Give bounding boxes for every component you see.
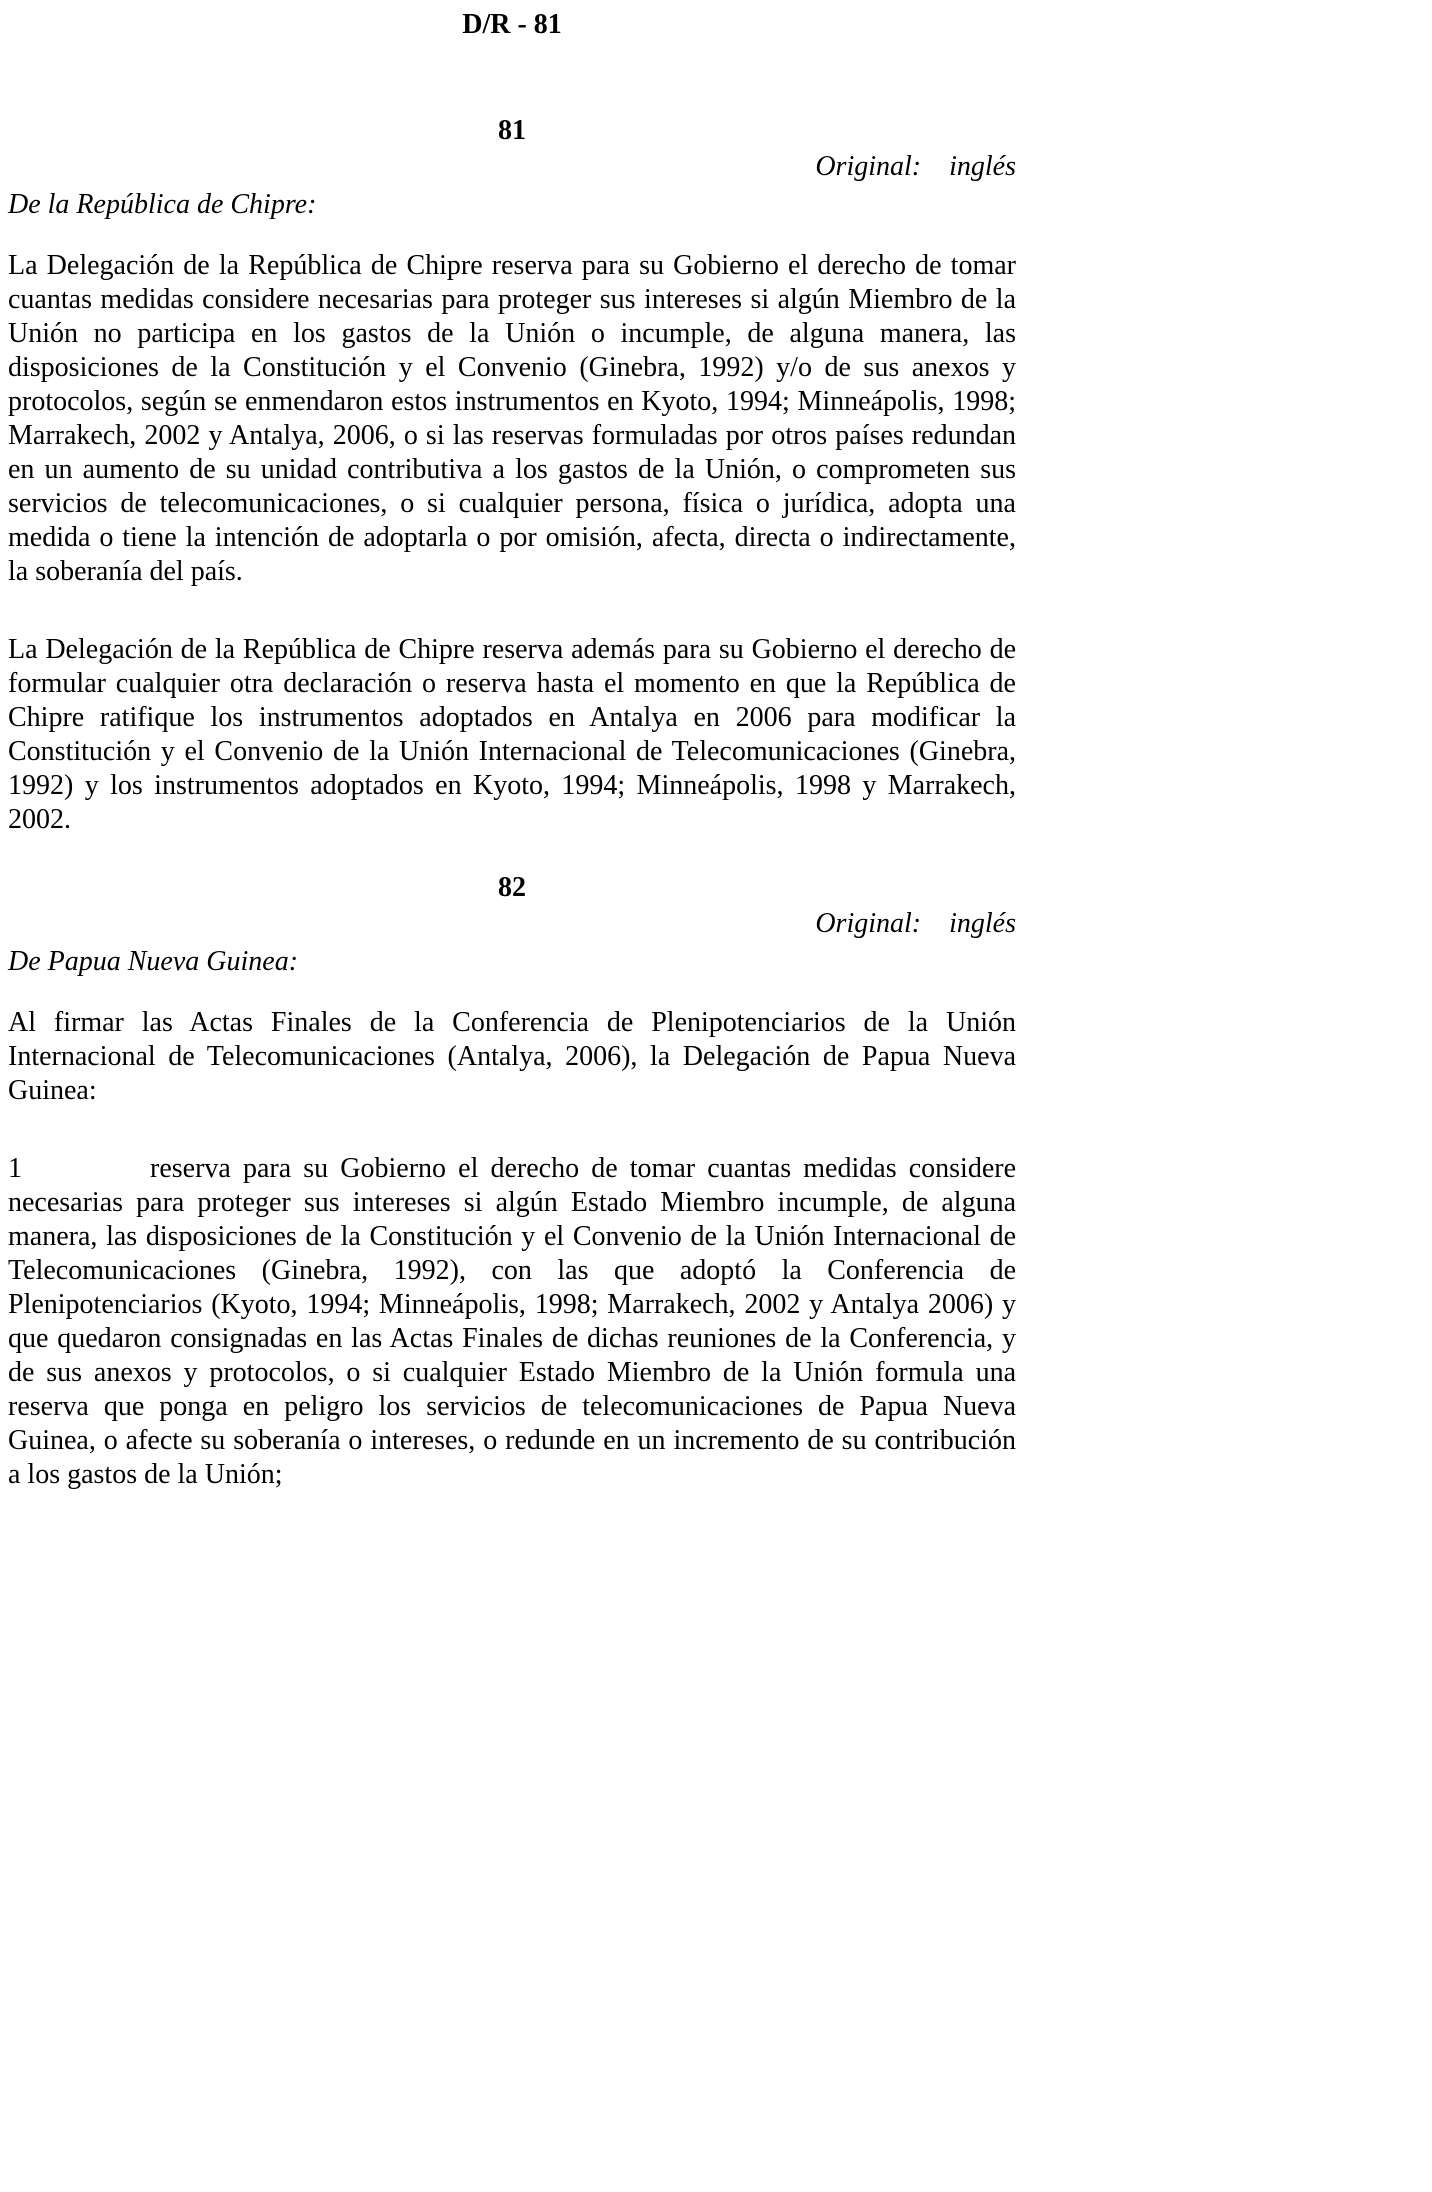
document-header: D/R - 81: [462, 9, 562, 40]
paragraph-item-text: reserva para su Gobierno el derecho de tomar cuantas medidas considere necesarias para proteger sus intereses si algún Estado Miembro incumple, de alguna manera, las disposiciones de la Constitución y el Convenio de la Unión Internacional de Telecomunicaciones (Ginebra, 1992), con las que adoptó la Conferencia de Plenipotenciarios (Kyoto, 1994; Minneápolis, 1998; Marrakech, 2002 y Antalya 2006) y que quedaron consignadas en las Actas Finales de dichas reuniones de la Conferencia, y de sus anexos y protocolos, o si cualquier Estado Miembro de la Unión formula una reserva que ponga en peligro los servicios de telecomunicaciones de Papua Nueva Guinea, o afecte su soberanía o intereses, o redunde en un incremento de su contribución a los gastos de la Unión;: [8, 1153, 1016, 1490]
section-number-81: 81: [498, 115, 526, 146]
document-content: [8, 8, 1016, 1492]
paragraph-item-number: 1: [8, 1153, 22, 1184]
numbered-paragraph-png-1: [8, 1152, 1016, 1492]
paragraph-cyprus-2: La Delegación de la República de Chipre reserva además para su Gobierno el derecho de formular cualquier otra declaración o reserva hasta el momento en que la República de Chipre ratifique los instrumentos adoptados en Antalya en 2006 para modificar la Constitución y el Convenio de la Unión Internacional de Telecomunicaciones (Ginebra, 1992) y los instrumentos adoptados en Kyoto, 1994; Minneápolis, 1998 y Marrakech, 2002.: [8, 634, 1016, 835]
paragraph-cyprus-1: La Delegación de la República de Chipre reserva para su Gobierno el derecho de tomar cuantas medidas considere necesarias para proteger sus intereses si algún Miembro de la Unión no participa en los gastos de la Unión o incumple, de alguna manera, las disposiciones de la Constitución y el Convenio (Ginebra, 1992) y/o de sus anexos y protocolos, según se enmendaron estos instrumentos en Kyoto, 1994; Minneápolis, 1998; Marrakech, 2002 y Antalya, 2006, o si las reservas formuladas por otros países redundan en un aumento de su unidad contributiva a los gastos de la Unión, o comprometen sus servicios de telecomunicaciones, o si cualquier persona, física o jurídica, adopta una medida o tiene la intención de adoptarla o por omisión, afecta, directa o indirectamente, la soberanía del país.: [8, 250, 1016, 587]
original-language-81: Original: inglés: [815, 151, 1016, 182]
delegation-heading-papua-new-guinea: De Papua Nueva Guinea:: [8, 946, 299, 977]
original-language-82: Original: inglés: [815, 908, 1016, 939]
delegation-heading-cyprus: De la República de Chipre:: [8, 189, 317, 220]
section-number-82: 82: [498, 872, 526, 903]
paragraph-png-intro: Al firmar las Actas Finales de la Conferencia de Plenipotenciarios de la Unión Internacional de Telecomunicaciones (Antalya, 2006), la Delegación de Papua Nueva Guinea:: [8, 1007, 1016, 1106]
